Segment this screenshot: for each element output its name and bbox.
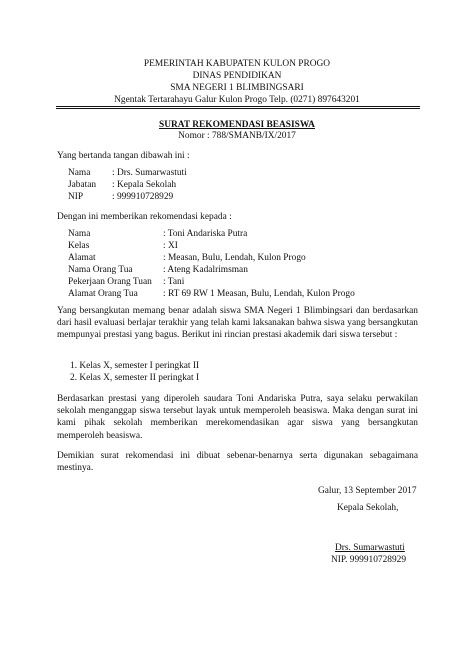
- signer-name-value: : Drs. Sumarwastuti: [112, 168, 187, 178]
- letterhead-department: DINAS PENDIDIKAN: [192, 71, 282, 81]
- achievement-item: 2. Kelas X, semester II peringkat I: [70, 373, 200, 383]
- signer-nip-label: NIP: [68, 192, 84, 202]
- parent-job-label: Pekerjaan Orang Tuan: [68, 277, 152, 287]
- letterhead-government: PEMERINTAH KABUPATEN KULON PROGO: [143, 59, 331, 69]
- letterhead-address: Ngentak Tertarahayu Galur Kulon Progo Telp. (0271) 897643201: [114, 95, 360, 105]
- student-class-label: Kelas: [68, 241, 90, 251]
- achievement-item: 1. Kelas X, semester I peringkat II: [70, 361, 200, 371]
- signer-nip-value: : 999910728929: [112, 192, 174, 202]
- letterhead-divider-second: [56, 108, 420, 109]
- signer-title: Kepala Sekolah,: [337, 503, 399, 513]
- parent-name-value: : Ateng Kadalrimsman: [163, 265, 248, 275]
- place-date: Galur, 13 September 2017: [318, 486, 417, 496]
- student-name-label: Nama: [68, 229, 91, 239]
- parent-name-label: Nama Orang Tua: [68, 265, 133, 275]
- recommendation-paragraph: Berdasarkan prestasi yang diperoleh saudara Toni Andariska Putra, saya selaku perwakilan sekolah menganggap siswa tersebut layak untuk memperoleh beasiswa. Maka dengan surat ini kami pihak sekolah memberikan merekomendasikan agar siswa yang bersangkutan memperoleh beasiswa.: [57, 394, 418, 441]
- letterhead-school: SMA NEGERI 1 BLIMBINGSARI: [170, 83, 304, 93]
- student-class-value: : XI: [163, 241, 178, 251]
- signer-position-label: Jabatan: [68, 180, 97, 190]
- parent-address-value: : RT 69 RW 1 Measan, Bulu, Lendah, Kulon Progo: [163, 289, 355, 299]
- intro-text: Yang bertanda tangan dibawah ini :: [57, 151, 190, 161]
- evaluation-paragraph: Yang bersangkutan memang benar adalah siswa SMA Negeri 1 Blimbingsari dan berdasarkan dari hasil evaluasi berlajar terakhir yang telah kami laksanakan bahwa siswa yang bersangkutan mempunyai prestasi yang bagus. Berikut ini rincian prestasi akademik dari siswa tersebut :: [57, 306, 418, 341]
- student-address-label: Alamat: [68, 253, 96, 263]
- letter-number: Nomor : 788/SMANB/IX/2017: [178, 131, 296, 141]
- signer-name: Drs. Sumarwastuti: [335, 543, 405, 553]
- student-name-value: : Toni Andariska Putra: [163, 229, 248, 239]
- signer-nip: NIP. 999910728929: [331, 555, 407, 565]
- signer-position-value: : Kepala Sekolah: [112, 180, 177, 190]
- closing-paragraph: Demikian surat rekomendasi ini dibuat sebenar-benarnya serta digunakan sebagaimana mestinya.: [57, 451, 418, 474]
- letter-title: SURAT REKOMENDASI BEASISWA: [159, 120, 315, 130]
- recommend-intro-text: Dengan ini memberikan rekomendasi kepada :: [57, 212, 232, 222]
- letterhead-divider: [56, 106, 420, 107]
- student-address-value: : Measan, Bulu, Lendah, Kulon Progo: [163, 253, 306, 263]
- parent-job-value: : Tani: [163, 277, 185, 287]
- signer-name-label: Nama: [68, 168, 91, 178]
- parent-address-label: Alamat Orang Tua: [68, 289, 138, 299]
